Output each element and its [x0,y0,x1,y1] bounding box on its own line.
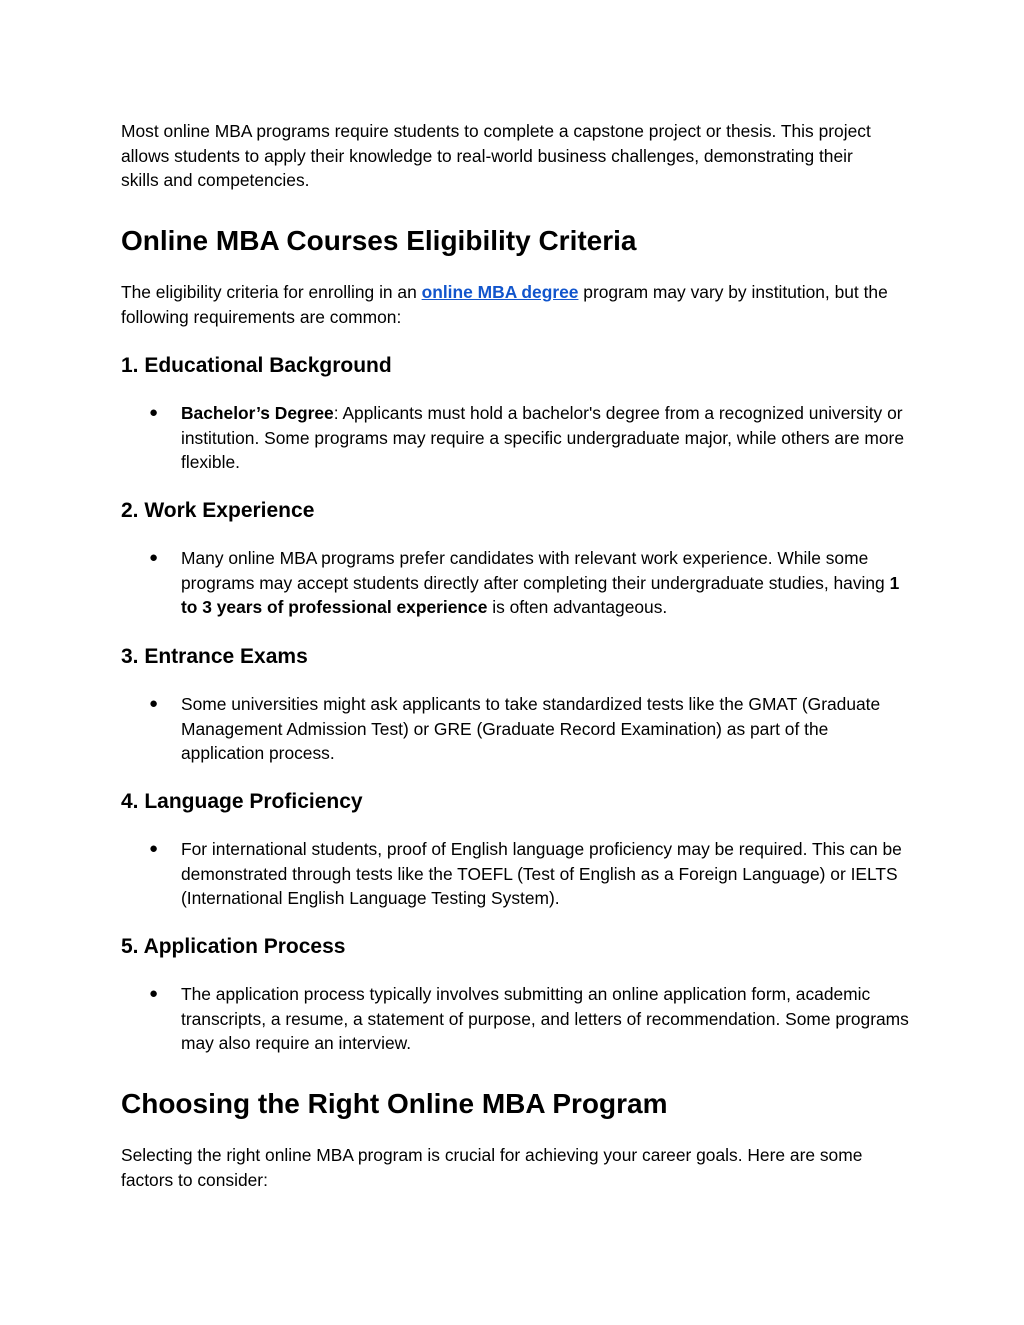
bullet-bold: 1 to 3 years of professional experience [181,572,900,617]
eligibility-intro-after: program may vary by institution, but the following requirements are common: [121,282,888,327]
eligibility-intro [121,280,911,329]
bullet-bold: Bachelor’s Degree [181,403,334,423]
list-item-text: The application process typically involves submitting an online application form, academic transcripts, a resume, a statement of purpose, and letters of recommendation. Some programs may also require an interview. [181,984,909,1053]
eligibility-heading: Online MBA Courses Eligibility Criteria [121,225,637,256]
section-heading-work-experience: 2. Work Experience [121,499,315,522]
section-heading-language-proficiency: 4. Language Proficiency [121,790,363,813]
list-item [121,546,911,620]
list-item-text: Some universities might ask applicants to take standardized tests like the GMAT (Graduate Management Admission Test) or GRE (Graduate Record Examination) as part of the application process. [181,694,881,763]
section-heading-entrance-exams: 3. Entrance Exams [121,645,308,668]
bullet-text-before: Many online MBA programs prefer candidates with relevant work experience. While some programs may accept students directly after completing their undergraduate studies, having [181,548,890,593]
list-item-text: For international students, proof of English language proficiency may be required. This can be demonstrated through tests like the TOEFL (Test of English as a Foreign Language) or IELTS (International English Language Testing System). [181,839,902,908]
list-item [121,692,911,766]
bullet-icon: ● [149,985,159,1002]
choosing-heading: Choosing the Right Online MBA Program [121,1088,668,1119]
section-heading-educational-background: 1. Educational Background [121,354,392,377]
choosing-paragraph: Selecting the right online MBA program is crucial for achieving your career goals. Here are some factors to consider: [121,1145,863,1190]
list-item [121,401,911,475]
bullet-icon: ● [149,695,159,712]
bullet-text-after: is often advantageous. [487,597,668,617]
intro-paragraph: Most online MBA programs require students to complete a capstone project or thesis. This project allows students to apply their knowledge to real-world business challenges, demonstrating their skills and competencies. [121,121,871,190]
bullet-text: : Applicants must hold a bachelor's degree from a recognized university or institution. Some programs may require a specific undergraduate major, while others are more flexible. [181,403,905,472]
eligibility-intro-before: The eligibility criteria for enrolling in an [121,282,422,302]
bullet-icon: ● [149,840,159,857]
bullet-icon: ● [149,404,159,421]
list-item [121,982,911,1056]
list-item [121,837,911,911]
list-item-text [181,546,911,620]
section-heading-application-process: 5. Application Process [121,935,346,958]
list-item-text [181,401,911,475]
online-mba-degree-link[interactable]: online MBA degree [421,282,579,302]
bullet-icon: ● [149,549,159,566]
